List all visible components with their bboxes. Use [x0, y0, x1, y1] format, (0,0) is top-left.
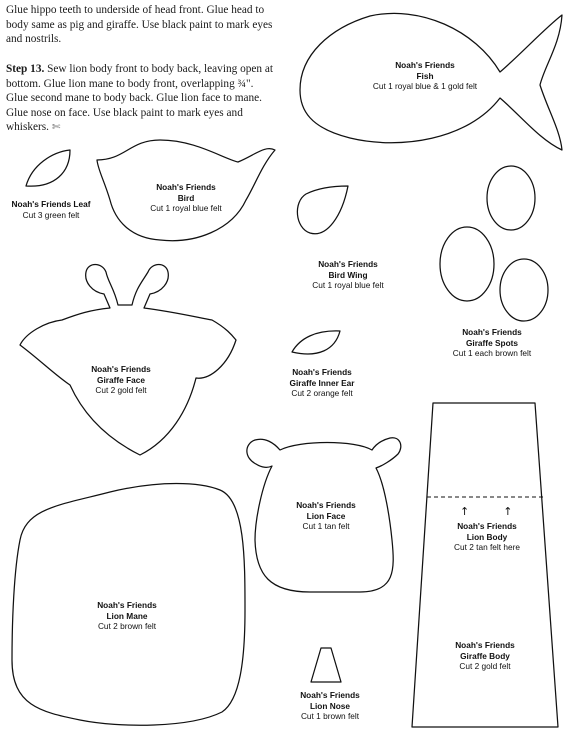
- lion-nose-label: Noah's Friends Lion Nose Cut 1 brown felt: [300, 690, 360, 722]
- giraffe-face-label: Noah's Friends Giraffe Face Cut 2 gold felt: [91, 364, 151, 396]
- giraffe-inner-ear-outline: [292, 331, 340, 354]
- instruction-paragraph-1: Glue hippo teeth to underside of head front. Glue head to body same as pig and giraffe. Use black paint to mark eyes and nostrils.: [6, 4, 273, 46]
- giraffe-spot-3: [500, 259, 548, 321]
- up-arrow-icon: ↑: [460, 505, 470, 518]
- lion-body-label: Noah's Friends Lion Body Cut 2 tan felt here: [454, 521, 520, 553]
- leaf-label: Noah's Friends Leaf Cut 3 green felt: [11, 199, 91, 220]
- giraffe-body-label: Noah's Friends Giraffe Body Cut 2 gold felt: [455, 640, 515, 672]
- giraffe-spot-1: [487, 166, 535, 230]
- giraffe-spot-2: [440, 227, 494, 301]
- step-label: Step 13.: [6, 63, 45, 75]
- lion-nose-outline: [311, 648, 341, 682]
- giraffe-face-outline: [20, 265, 236, 456]
- giraffe-spots-label: Noah's Friends Giraffe Spots Cut 1 each brown felt: [452, 327, 532, 359]
- lion-body-arrows: [460, 506, 512, 517]
- giraffe-inner-ear-label: Noah's Friends Giraffe Inner Ear Cut 2 orange felt: [289, 367, 355, 399]
- leaf-outline: [26, 150, 70, 186]
- step-text: Sew lion body front to body back, leaving open at bottom. Glue lion mane to body front, overlapping ¾". Glue second mane to body back. Glue lion face to mane. Glue nose on face. Use black paint to mark eyes and whiskers.: [6, 63, 274, 134]
- scissors-icon: ✄: [51, 122, 61, 134]
- bird-wing-outline: [297, 186, 348, 234]
- lion-mane-label: Noah's Friends Lion Mane Cut 2 brown felt: [97, 600, 157, 632]
- lion-giraffe-body-outline: [412, 403, 558, 727]
- lion-face-label: Noah's Friends Lion Face Cut 1 tan felt: [296, 500, 356, 532]
- fish-label: Noah's Friends Fish Cut 1 royal blue & 1 gold felt: [372, 60, 478, 92]
- bird-label: Noah's Friends Bird Cut 1 royal blue felt: [150, 182, 222, 214]
- bird-wing-label: Noah's Friends Bird Wing Cut 1 royal blue felt: [312, 259, 384, 291]
- up-arrow-icon: ↑: [503, 505, 513, 518]
